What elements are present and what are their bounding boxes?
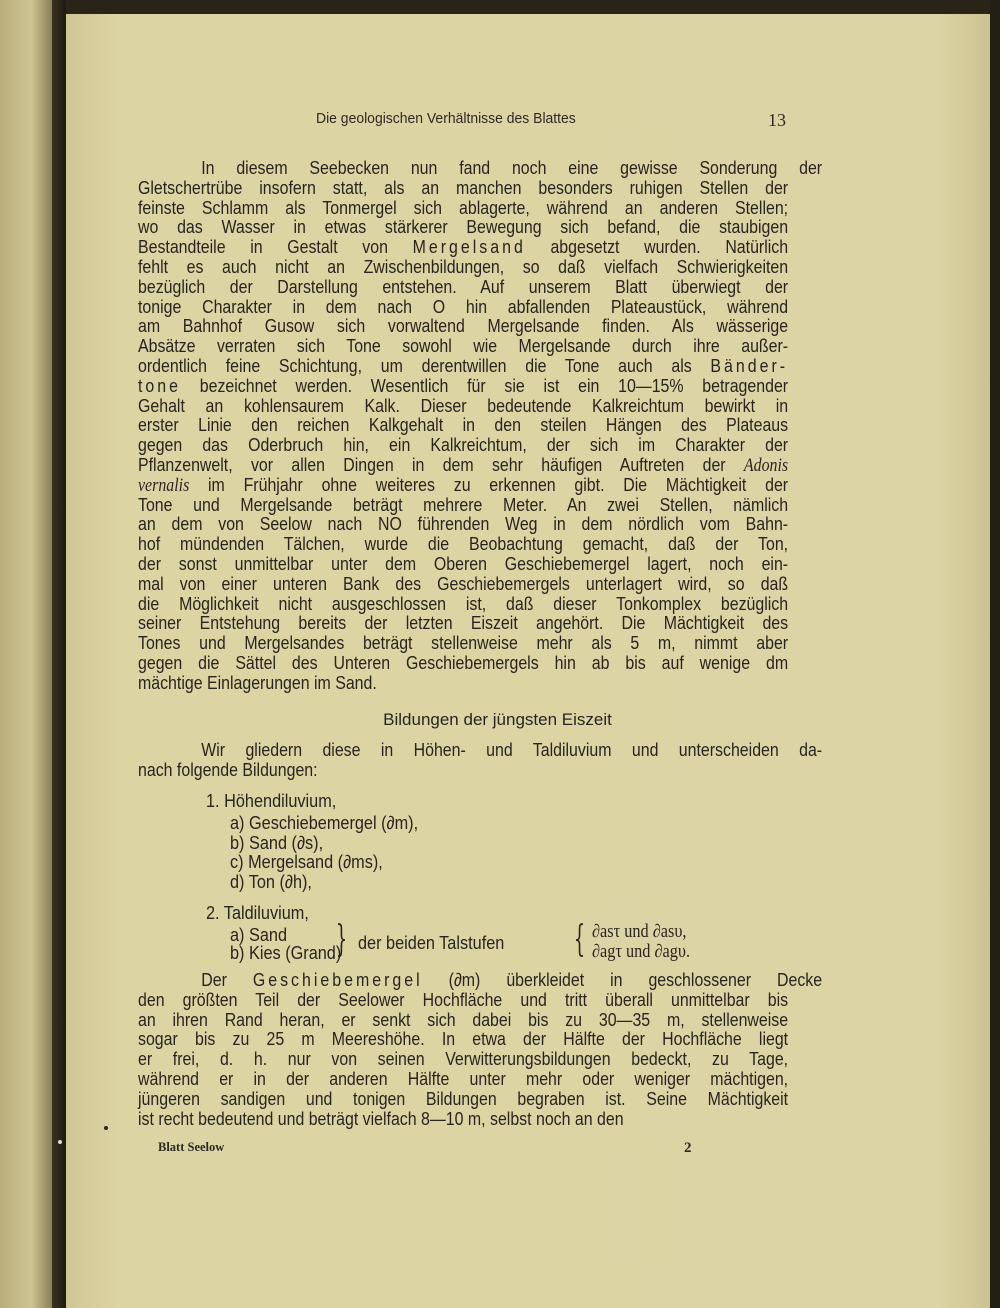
text-line — [138, 514, 788, 534]
list-group-1-title: 1. Höhendiluvium, — [206, 790, 337, 811]
paragraph-3 — [138, 969, 823, 1129]
text-line-content: der sonst unmittelbar unter dem Oberen Geschiebemergel lagert, noch ein- — [138, 552, 789, 574]
text-line — [138, 316, 788, 336]
text-line-content: sogar bis zu 25 m Meereshöhe. In etwa der Hälfte der Hochfläche liegt — [138, 1028, 789, 1050]
text-line-content: Tones und Mergelsandes beträgt stellenweise mehr als 5 m, nimmt aber — [138, 632, 789, 654]
text-line-content: Tone und Mergelsande beträgt mehrere Meter. An zwei Stellen, nämlich — [138, 493, 789, 515]
text-line — [138, 415, 788, 435]
text-line — [138, 554, 788, 574]
text-line-content: Absätze verraten sich Tone sowohl wie Mergelsande durch ihre außer- — [138, 335, 789, 357]
text-line-content: an dem von Seelow nach NO führenden Weg in dem nördlich vom Bahn- — [138, 513, 789, 535]
scan-border-right — [990, 0, 1000, 1308]
list-symbol: ∂agτ und ∂agυ. — [592, 942, 691, 962]
text-line-content: jüngeren sandigen und tonigen Bildungen begraben ist. Seine Mächtigkeit — [138, 1087, 789, 1109]
text-line-content — [138, 356, 788, 376]
spaced-emphasis: tone — [138, 374, 182, 396]
text-line — [138, 178, 788, 198]
text-line — [138, 217, 788, 237]
left-brace: { — [573, 919, 586, 960]
text-line-content: mal von einer unteren Bank des Geschiebemergels unterlagert wird, so daß — [138, 572, 789, 594]
spaced-emphasis: Bänder- — [710, 354, 789, 376]
text-line — [138, 257, 788, 277]
list-middle-text: der beiden Talstufen — [358, 932, 505, 953]
italic-text: vernalis — [138, 475, 190, 496]
right-brace: } — [335, 919, 348, 960]
text-line-content: fehlt es auch nicht an Zwischenbildungen, so daß vielfach Schwierigkeiten — [138, 255, 789, 277]
text-line — [138, 1029, 788, 1049]
text-line — [138, 1049, 788, 1069]
text-segment: im Frühjahr ohne weiteres zu erkennen gibt. Die Mächtigkeit der — [189, 473, 789, 495]
paragraph-1 — [138, 157, 823, 693]
text-line-content: ist recht bedeutend und beträgt vielfach 8—10 m, selbst noch an den — [138, 1107, 624, 1129]
text-line-content — [138, 376, 788, 396]
text-line-content: er frei, d. h. nur von seinen Verwitterungsbildungen bedeckt, zu Tage, — [138, 1048, 789, 1070]
text-line-content: während er in der anderen Hälfte unter mehr oder weniger mächtigen, — [138, 1067, 789, 1089]
text-line — [138, 534, 788, 554]
text-line — [138, 760, 788, 780]
text-line-content: gegen die Sättel des Unteren Geschiebemergels hin ab bis auf wenige dm — [138, 651, 789, 673]
italic-text: Adonis — [743, 455, 789, 476]
text-segment: abgesetzt wurden. Natürlich — [525, 236, 789, 258]
text-line — [138, 1069, 788, 1089]
text-line — [138, 237, 788, 257]
text-segment: Der — [201, 969, 253, 990]
text-line-content — [138, 237, 788, 257]
text-segment: (∂m) überkleidet in geschlossener Decke — [422, 969, 823, 990]
list-item: a) Sand — [230, 924, 288, 945]
text-line — [138, 435, 788, 455]
list-item: c) Mergelsand (∂ms), — [230, 851, 383, 872]
list-item: b) Sand (∂s), — [230, 832, 324, 853]
text-line — [138, 1089, 788, 1109]
scan-speck — [104, 1126, 108, 1130]
text-line — [138, 396, 788, 416]
text-line — [138, 969, 823, 990]
text-line-content: nach folgende Bildungen: — [138, 758, 318, 780]
text-segment: Pflanzenwelt, vor allen Dingen in dem sehr häufigen Auftreten der — [138, 453, 744, 475]
text-line — [138, 495, 788, 515]
text-line-content: bezüglich der Darstellung entstehen. Auf unserem Blatt überwiegt der — [138, 275, 789, 297]
text-line-content: erster Linie den reichen Kalkgehalt in den steilen Hängen des Plateaus — [138, 414, 789, 436]
list-group-2-title: 2. Taldiluvium, — [206, 902, 309, 923]
list-symbol: ∂asτ und ∂asυ, — [592, 922, 687, 942]
text-line — [138, 376, 788, 396]
text-line-content: den größten Teil der Seelower Hochfläche und tritt überall unmittelbar bis — [138, 988, 789, 1010]
text-line-content: feinste Schlamm als Tonmergel sich ablagerte, während an anderen Stellen; — [138, 196, 789, 218]
paragraph-2 — [138, 739, 823, 780]
text-line — [138, 673, 788, 693]
running-header: Die geologischen Verhältnisse des Blattes — [316, 110, 576, 127]
text-line-content: am Bahnhof Gusow sich vorwaltend Mergelsande finden. Als wässerige — [138, 315, 789, 337]
text-line — [138, 277, 788, 297]
text-line-content: tonige Charakter in dem nach O hin abfallenden Plateaustück, während — [138, 295, 789, 317]
text-line-content: Gehalt an kohlensaurem Kalk. Dieser bedeutende Kalkreichtum bewirkt in — [138, 394, 789, 416]
section-heading-text: Bildungen der jüngsten Eiszeit — [383, 710, 612, 729]
text-line — [138, 198, 788, 218]
text-line-content — [172, 970, 822, 990]
text-line — [138, 739, 823, 760]
text-line — [138, 594, 788, 614]
text-line-content: In diesem Seebecken nun fand noch eine gewisse Sonderung der — [201, 157, 823, 178]
spaced-emphasis: Mergelsand — [412, 236, 526, 258]
list-item: b) Kies (Grand) — [230, 942, 342, 963]
text-line — [138, 157, 823, 178]
text-line — [138, 1109, 788, 1129]
footer-sheet-number: 2 — [684, 1140, 692, 1156]
page-number: 13 — [768, 110, 786, 130]
text-line — [138, 455, 788, 475]
scan-border-top — [0, 0, 1000, 14]
book-gutter — [52, 0, 66, 1308]
text-segment: Bestandteile in Gestalt von — [138, 236, 413, 258]
text-line — [138, 356, 788, 376]
text-line — [138, 990, 788, 1010]
text-segment: bezeichnet werden. Wesentlich für sie ist ein 10—15% betragender — [181, 374, 789, 396]
text-line-content: gegen das Oderbruch hin, ein Kalkreichtum, der sich im Charakter der — [138, 434, 789, 456]
text-line-content: seiner Entstehung bereits der letzten Eiszeit angehört. Die Mächtigkeit des — [138, 612, 789, 634]
section-heading — [0, 710, 1000, 730]
footer-signature: Blatt Seelow — [158, 1140, 225, 1154]
text-line-content: Wir gliedern diese in Höhen- und Taldiluvium und unterscheiden da- — [201, 739, 823, 760]
text-line — [138, 613, 788, 633]
text-line — [138, 297, 788, 317]
text-line — [138, 336, 788, 356]
list-item: a) Geschiebemergel (∂m), — [230, 812, 419, 833]
scan-speck — [58, 1140, 62, 1144]
text-line — [138, 653, 788, 673]
text-line-content: wo das Wasser in etwas stärkerer Bewegung sich befand, die staubigen — [138, 216, 789, 238]
text-line — [138, 1010, 788, 1030]
text-segment: ordentlich feine Schichtung, um derentwillen die Tone auch als — [138, 354, 711, 376]
text-line-content: Gletschertrübe insofern statt, als an manchen besonders ruhigen Stellen der — [138, 176, 789, 198]
previous-page-edge — [0, 0, 52, 1308]
text-line — [138, 574, 788, 594]
spaced-emphasis: Geschiebemergel — [252, 969, 423, 990]
list-item: d) Ton (∂h), — [230, 871, 312, 892]
text-line-content: die Möglichkeit nicht ausgeschlossen ist, daß dieser Tonkomplex bezüglich — [138, 592, 789, 614]
text-line-content: an ihren Rand heran, er senkt sich dabei bis zu 30—35 m, stellenweise — [138, 1008, 789, 1030]
text-line-content: mächtige Einlagerungen im Sand. — [138, 671, 377, 693]
text-line — [138, 475, 788, 495]
text-line — [138, 633, 788, 653]
text-line-content: hof mündenden Tälchen, wurde die Beobachtung gemacht, daß der Ton, — [138, 533, 789, 555]
